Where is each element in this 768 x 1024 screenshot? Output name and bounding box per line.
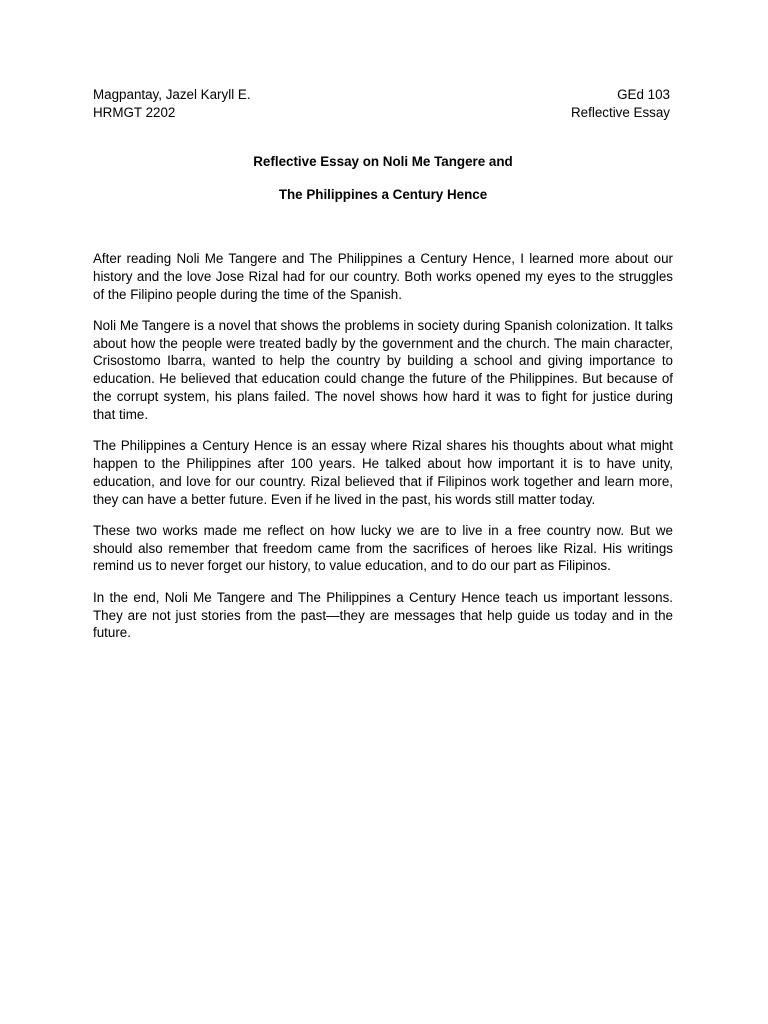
essay-paragraph: After reading Noli Me Tangere and The Philippines a Century Hence, I learned more about our history and the love Jose Rizal had for our country. Both works opened my eyes to the struggles of the Filipino people during the time of the Spanish. — [93, 251, 673, 302]
essay-paragraph: Noli Me Tangere is a novel that shows the problems in society during Spanish colonization. It talks about how the people were treated badly by the government and the church. The main character, Crisostomo Ibarra, wanted to help the country by building a school and giving importance to education. He believed that education could change the future of the Philippines. But because of the corrupt system, his plans failed. The novel shows how hard it was to fight for justice during that time. — [93, 317, 673, 422]
essay-paragraph: These two works made me reflect on how lucky we are to live in a free country now. But we should also remember that freedom came from the sacrifices of heroes like Rizal. His writings remind us to never forget our history, to value education, and to do our part as Filipinos. — [93, 522, 673, 574]
document-type: Reflective Essay — [571, 104, 670, 120]
essay-body — [93, 250, 673, 656]
subject-code: GEd 103 — [617, 87, 670, 102]
essay-title-line-1: Reflective Essay on Noli Me Tangere and — [253, 154, 513, 169]
header-row-2 — [93, 104, 670, 122]
document-header — [93, 86, 670, 121]
header-row-1 — [93, 86, 670, 104]
essay-title-line-2: The Philippines a Century Hence — [278, 187, 488, 202]
course-section: HRMGT 2202 — [93, 104, 176, 120]
student-name: Magpantay, Jazel Karyll E. — [93, 87, 251, 102]
essay-paragraph: In the end, Noli Me Tangere and The Philippines a Century Hence teach us important lessons. They are not just stories from the past—they are messages that help guide us today and in the future. — [93, 589, 673, 641]
essay-paragraph: The Philippines a Century Hence is an essay where Rizal shares his thoughts about what might happen to the Philippines after 100 years. He talked about how important it is to have unity, education, and love for our country. Rizal believed that if Filipinos work together and learn more, they can have a better future. Even if he lived in the past, his words still matter today. — [93, 438, 673, 507]
